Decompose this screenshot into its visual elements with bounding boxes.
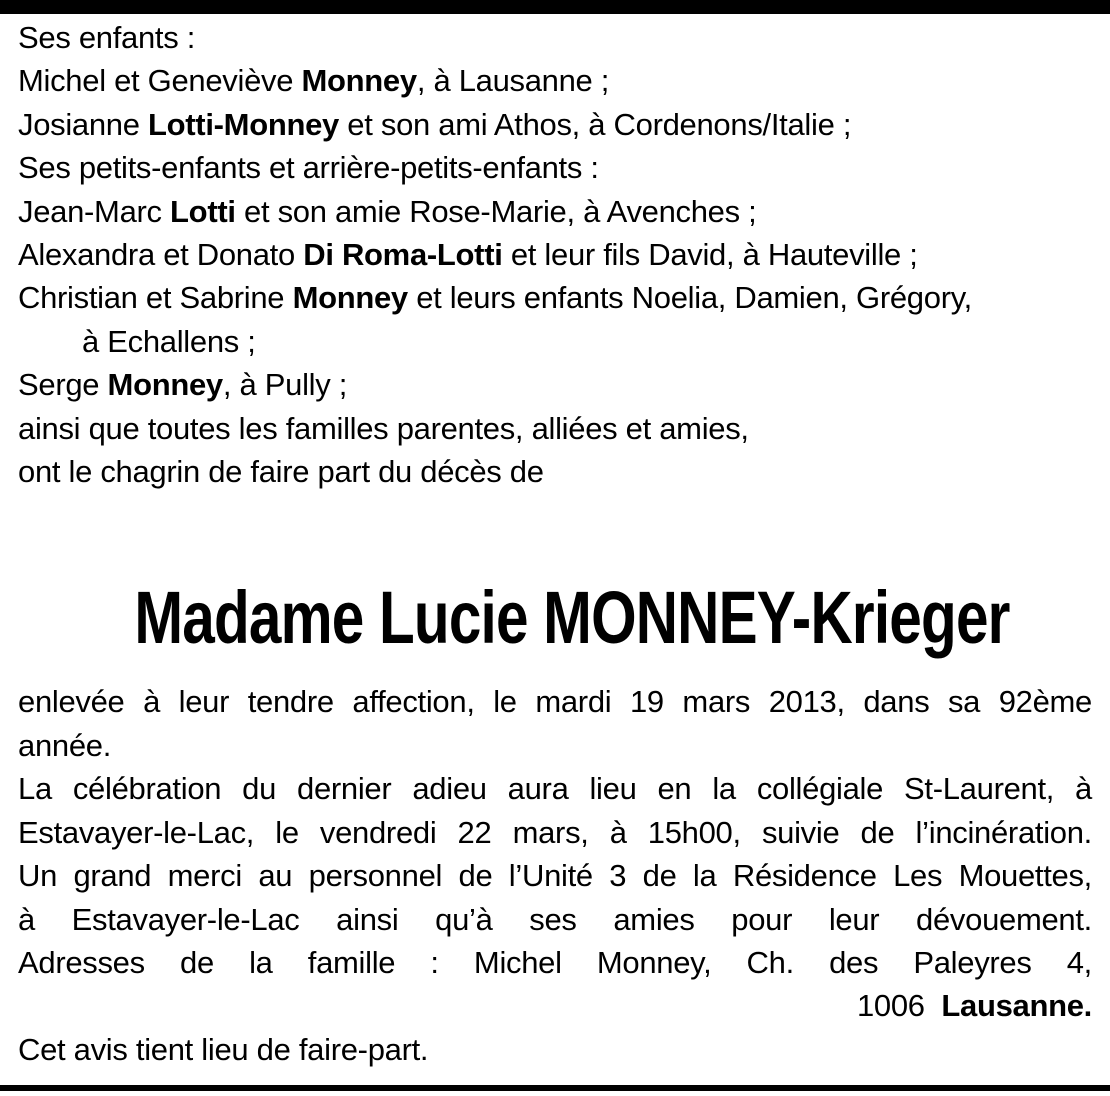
notice-text: Michel et Geneviève <box>18 63 302 99</box>
notice-text: Un grand merci au personnel de l’Unité 3 de la Résidence Les Mouettes, <box>18 858 1092 894</box>
notice-name-bold: Monney <box>301 63 417 99</box>
notice-text: Christian et Sabrine <box>18 280 293 316</box>
notice-text: et leurs enfants Noelia, Damien, Grégory, <box>407 280 972 316</box>
notice-line <box>18 854 1092 897</box>
notice-text: Cet avis tient lieu de faire-part. <box>18 1031 429 1067</box>
notice-text: Serge <box>18 367 108 403</box>
notice-name-bold: Lotti-Monney <box>148 106 339 142</box>
top-border-bar <box>0 0 1110 14</box>
notice-line <box>18 146 1092 189</box>
bottom-border-bar <box>0 1085 1110 1091</box>
notice-text: , à Lausanne ; <box>416 63 610 99</box>
notice-text: Ses petits-enfants et arrière-petits-enfants : <box>18 150 599 186</box>
deceased-name-title: Madame Lucie MONNEY-Krieger <box>134 576 1010 660</box>
notice-content <box>0 14 1110 1071</box>
notice-line <box>18 59 1092 102</box>
notice-text: et son amie Rose-Marie, à Avenches ; <box>235 193 757 229</box>
notice-line <box>18 320 1092 363</box>
body-block <box>18 680 1092 1071</box>
notice-line <box>18 941 1092 984</box>
notice-text: Josianne <box>18 106 149 142</box>
notice-line <box>18 363 1092 406</box>
notice-text: ainsi que toutes les familles parentes, alliées et amies, <box>18 410 749 446</box>
notice-text: Alexandra et Donato <box>18 237 304 273</box>
notice-name-bold: Monney <box>107 367 223 403</box>
notice-text: et son ami Athos, à Cordenons/Italie ; <box>338 106 852 142</box>
notice-name-bold: Lausanne. <box>941 988 1092 1024</box>
notice-line <box>18 407 1092 450</box>
notice-line <box>18 680 1092 723</box>
title-row <box>18 576 1092 660</box>
notice-line <box>18 276 1092 319</box>
notice-text: 1006 <box>856 988 942 1024</box>
notice-line <box>18 811 1092 854</box>
notice-line <box>18 450 1092 493</box>
notice-text: année. <box>18 727 112 763</box>
notice-text: à Estavayer-le-Lac ainsi qu’à ses amies pour leur dévouement. <box>18 901 1092 937</box>
notice-text: Estavayer-le-Lac, le vendredi 22 mars, à 15h00, suivie de l’incinération. <box>18 814 1092 850</box>
notice-line <box>18 103 1092 146</box>
notice-line <box>18 767 1092 810</box>
family-block <box>18 16 1092 493</box>
notice-text: Adresses de la famille : Michel Monney, Ch. des Paleyres 4, <box>18 944 1092 980</box>
notice-line <box>18 724 1092 767</box>
notice-line <box>18 898 1092 941</box>
notice-text: Ses enfants : <box>18 20 196 55</box>
notice-text: , à Pully ; <box>222 367 348 403</box>
notice-text: Jean-Marc <box>18 193 171 229</box>
notice-line <box>18 233 1092 276</box>
notice-text: et leur fils David, à Hauteville ; <box>502 237 918 273</box>
notice-name-bold: Di Roma-Lotti <box>303 237 503 273</box>
notice-text: enlevée à leur tendre affection, le mardi 19 mars 2013, dans sa 92ème <box>18 684 1092 720</box>
notice-line <box>18 984 1092 1027</box>
notice-text: La célébration du dernier adieu aura lieu en la collégiale St-Laurent, à <box>18 771 1092 807</box>
notice-line <box>18 16 1092 59</box>
notice-line <box>18 1028 1092 1071</box>
notice-name-bold: Monney <box>292 280 408 316</box>
notice-name-bold: Lotti <box>170 193 236 229</box>
notice-line <box>18 190 1092 233</box>
notice-text: ont le chagrin de faire part du décès de <box>18 454 544 490</box>
notice-text: à Echallens ; <box>82 323 256 359</box>
